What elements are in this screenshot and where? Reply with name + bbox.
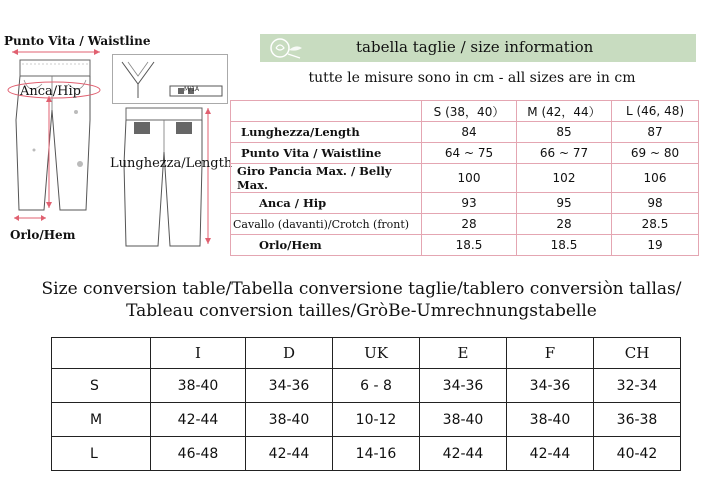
size-col-l: L (46, 48) (612, 101, 699, 122)
hip-label: Anca/Hip (20, 84, 81, 99)
cell: 34-36 (246, 369, 333, 403)
cell: 66 ~ 77 (517, 143, 612, 164)
table-row (231, 143, 699, 164)
cell: 95 (517, 193, 612, 214)
back-pants-diagram (118, 104, 214, 250)
cell: 6 - 8 (333, 369, 420, 403)
cell: 10-12 (333, 403, 420, 437)
size-table-header-row (231, 101, 699, 122)
cell: 34-36 (420, 369, 507, 403)
cell: 42-44 (151, 403, 246, 437)
cell: 100 (422, 164, 517, 193)
table-row (52, 403, 681, 437)
cell: 42-44 (507, 437, 594, 471)
row-label: Cavallo (davanti)/Crotch (front) (231, 214, 422, 235)
cell: 69 ~ 80 (612, 143, 699, 164)
row-label: Giro Pancia Max. / Belly Max. (231, 164, 422, 193)
cell: 32-34 (594, 369, 681, 403)
conversion-corner (52, 338, 151, 369)
cell: 14-16 (333, 437, 420, 471)
table-row (231, 122, 699, 143)
row-label: Anca / Hip (231, 193, 422, 214)
table-row (231, 193, 699, 214)
cell: 38-40 (246, 403, 333, 437)
cell: 34-36 (507, 369, 594, 403)
col-header: F (507, 338, 594, 369)
table-row (231, 235, 699, 256)
length-label: Lunghezza/Length (110, 156, 233, 171)
row-label: Orlo/Hem (231, 235, 422, 256)
cell: 28.5 (612, 214, 699, 235)
cell: 85 (517, 122, 612, 143)
table-row (231, 214, 699, 235)
conversion-caption-line1: Size conversion table/Tabella conversione taglie/tablero conversiòn tallas/ (41, 279, 682, 299)
conversion-header-row (52, 338, 681, 369)
cell: 38-40 (420, 403, 507, 437)
row-label: Punto Vita / Waistline (231, 143, 422, 164)
waistline-label: Punto Vita / Waistline (4, 34, 151, 48)
cell: 38-40 (507, 403, 594, 437)
col-header: CH (594, 338, 681, 369)
cell: 28 (422, 214, 517, 235)
row-label: S (52, 369, 151, 403)
hem-label: Orlo/Hem (10, 228, 76, 242)
conversion-caption-line2: Tableau conversion tailles/GròBe-Umrechnungstabelle (126, 301, 597, 321)
cell: 106 (612, 164, 699, 193)
row-label: M (52, 403, 151, 437)
size-table (230, 100, 699, 256)
cell: 98 (612, 193, 699, 214)
cell: 18.5 (517, 235, 612, 256)
waist-detail-diagram (112, 54, 228, 104)
cell: 42-44 (246, 437, 333, 471)
size-col-m: M (42，44） (517, 101, 612, 122)
cell: 102 (517, 164, 612, 193)
cell: 40-42 (594, 437, 681, 471)
units-subtitle: tutte le misure sono in cm - all sizes are in cm (308, 70, 636, 86)
cell: 46-48 (151, 437, 246, 471)
size-col-s: S (38，40） (422, 101, 517, 122)
cell: 28 (517, 214, 612, 235)
table-row (52, 369, 681, 403)
size-table-corner (231, 101, 422, 122)
cell: 87 (612, 122, 699, 143)
col-header: D (246, 338, 333, 369)
cell: 36-38 (594, 403, 681, 437)
cell: 93 (422, 193, 517, 214)
conversion-table (51, 337, 681, 471)
size-info-title: tabella taglie / size information (356, 38, 594, 56)
table-row (52, 437, 681, 471)
col-header: UK (333, 338, 420, 369)
cell: 64 ~ 75 (422, 143, 517, 164)
cell: 19 (612, 235, 699, 256)
row-label: Lunghezza/Length (231, 122, 422, 143)
rose-icon (266, 36, 306, 60)
table-row (231, 164, 699, 193)
cell: 38-40 (151, 369, 246, 403)
col-header: I (151, 338, 246, 369)
cell: 18.5 (422, 235, 517, 256)
col-header: E (420, 338, 507, 369)
size-tag-text: M/1Ä (184, 86, 200, 93)
title-band (260, 34, 696, 62)
cell: 84 (422, 122, 517, 143)
row-label: L (52, 437, 151, 471)
cell: 42-44 (420, 437, 507, 471)
